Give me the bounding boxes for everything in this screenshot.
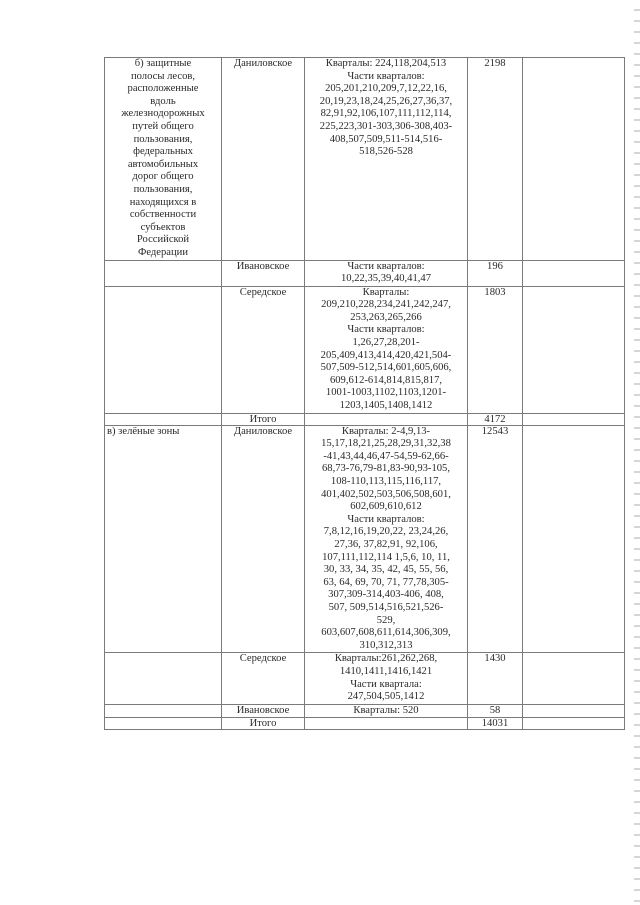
total-row (105, 718, 625, 730)
quarters-line: 15,17,18,21,25,28,29,31,32,38 (321, 438, 451, 450)
quarters-line: 10,22,35,39,40,41,47 (340, 273, 432, 285)
category-line: автомобильных (127, 158, 199, 170)
quarters-line: 30, 33, 34, 35, 42, 45, 55, 56, (323, 564, 449, 576)
quarters-line: -41,43,44,46,47-54,59-62,66- (323, 450, 449, 462)
quarters-line: 247,504,505,1412 (347, 691, 425, 703)
quarters-cell (305, 413, 468, 425)
category-line: вдоль (150, 95, 176, 107)
quarters-cell (305, 718, 468, 730)
quarters-line: Части квартала: (350, 678, 422, 690)
quarters-cell (305, 653, 468, 704)
quarters-line: 7,8,12,16,19,20,22, 23,24,26, (323, 526, 449, 538)
quarters-line: Кварталы: 224,118,204,513 (325, 58, 447, 69)
quarters-line: 603,607,608,611,614,306,309, (321, 627, 451, 639)
quarters-line: 408,507,509,511-514,516- (329, 133, 443, 145)
quarters-line: 507, 509,514,516,521,526- (328, 601, 444, 613)
category-line: железнодорожных (121, 108, 205, 120)
quarters-line: 108-110,113,115,116,117, (330, 476, 442, 487)
total-label: Итого (222, 718, 305, 730)
quarters-line: 225,223,301-303,306-308,403- (319, 120, 453, 132)
total-area: 14031 (468, 718, 523, 730)
category-cell (105, 425, 222, 653)
quarters-line: 518,526-528 (359, 146, 413, 158)
quarters-line: 1203,1405,1408,1412 (339, 400, 433, 412)
category-cell (105, 653, 222, 704)
area-cell: 58 (468, 704, 523, 718)
table-row (105, 260, 625, 286)
total-area: 4172 (468, 413, 523, 425)
category-line: находящихся в (129, 196, 197, 208)
category-line: Федерации (137, 246, 189, 258)
district-cell: Даниловское (222, 425, 305, 653)
category-line: собственности (129, 209, 197, 221)
quarters-line: Части кварталов: (347, 260, 425, 272)
category-cell (105, 413, 222, 425)
category-cell (105, 286, 222, 413)
quarters-line: 1001-1003,1102,1103,1201- (325, 387, 447, 399)
empty-cell (523, 653, 625, 704)
category-cell (105, 718, 222, 730)
empty-cell (523, 704, 625, 718)
empty-cell (523, 718, 625, 730)
total-label: Итого (222, 413, 305, 425)
district-cell: Середское (222, 653, 305, 704)
category-line: субъектов (140, 221, 186, 233)
empty-cell (523, 260, 625, 286)
quarters-line: 602,609,610,612 (350, 501, 422, 513)
quarters-line: 27,36, 37,82,91, 92,106, (334, 538, 438, 550)
category-line: пользования, (133, 133, 193, 145)
quarters-line: 253,263,265,266 (350, 311, 422, 323)
empty-cell (523, 58, 625, 261)
quarters-cell (305, 260, 468, 286)
quarters-line: Кварталы: 2-4,9,13- (341, 425, 431, 437)
quarters-line: Кварталы: 520 (353, 704, 419, 716)
category-cell (105, 260, 222, 286)
category-line: путей общего (132, 120, 194, 132)
empty-cell (523, 413, 625, 425)
category-line: федеральных (133, 146, 193, 158)
category-cell (105, 704, 222, 718)
quarters-cell (305, 286, 468, 413)
quarters-line: 529, (376, 614, 396, 626)
quarters-line: 107,111,112,114 1,5,6, 10, 11, (322, 551, 450, 563)
quarters-cell (305, 704, 468, 718)
table-row (105, 704, 625, 718)
forest-allocation-table (104, 57, 625, 730)
category-line: расположенные (127, 83, 199, 95)
quarters-line: Кварталы: (362, 286, 410, 298)
district-cell: Середское (222, 286, 305, 413)
category-line: Российской (136, 234, 190, 246)
district-cell: Ивановское (222, 704, 305, 718)
quarters-line: 310,312,313 (359, 639, 413, 651)
category-line: полосы лесов, (130, 70, 196, 82)
table-row (105, 425, 625, 653)
area-cell: 196 (468, 260, 523, 286)
district-cell: Даниловское (222, 58, 305, 261)
table-row (105, 58, 625, 261)
quarters-line: 82,91,92,106,107,111,112,114, (320, 108, 452, 120)
district-cell: Ивановское (222, 260, 305, 286)
empty-cell (523, 425, 625, 653)
area-cell: 1803 (468, 286, 523, 413)
quarters-line: Части кварталов: (347, 324, 425, 336)
quarters-line: Кварталы:261,262,268, (334, 653, 438, 665)
quarters-line: 205,409,413,414,420,421,504- (320, 349, 452, 361)
quarters-line: 1,26,27,28,201- (352, 337, 420, 349)
table-row (105, 653, 625, 704)
category-line: пользования, (133, 183, 193, 195)
category-line: в) зелёные зоны (107, 425, 180, 437)
total-row (105, 413, 625, 425)
quarters-line: 20,19,23,18,24,25,26,27,36,37, (319, 95, 453, 107)
quarters-cell (305, 58, 468, 261)
quarters-line: 307,309-314,403-406, 408, (328, 589, 444, 601)
quarters-line: 609,612-614,814,815,817, (329, 374, 443, 386)
quarters-line: 1410,1411,1416,1421 (339, 665, 433, 677)
table-row (105, 286, 625, 413)
empty-cell (523, 286, 625, 413)
quarters-line: 68,73-76,79-81,83-90,93-105, (322, 463, 450, 475)
quarters-line: 63, 64, 69, 70, 71, 77,78,305- (323, 576, 449, 588)
quarters-line: 507,509-512,514,601,605,606, (320, 362, 452, 374)
quarters-line: Части кварталов: (347, 70, 425, 82)
quarters-line: Части кварталов: (347, 513, 425, 525)
category-line: б) защитные (134, 58, 192, 69)
category-line: дорог общего (132, 171, 194, 183)
quarters-line: 205,201,210,209,7,12,22,16, (325, 83, 447, 95)
area-cell: 2198 (468, 58, 523, 261)
category-cell (105, 58, 222, 261)
area-cell: 1430 (468, 653, 523, 704)
quarters-line: 401,402,502,503,506,508,601, (321, 488, 451, 500)
quarters-cell (305, 425, 468, 653)
area-cell: 12543 (468, 425, 523, 653)
quarters-line: 209,210,228,234,241,242,247, (321, 299, 451, 311)
scan-edge-artifact (634, 0, 640, 905)
